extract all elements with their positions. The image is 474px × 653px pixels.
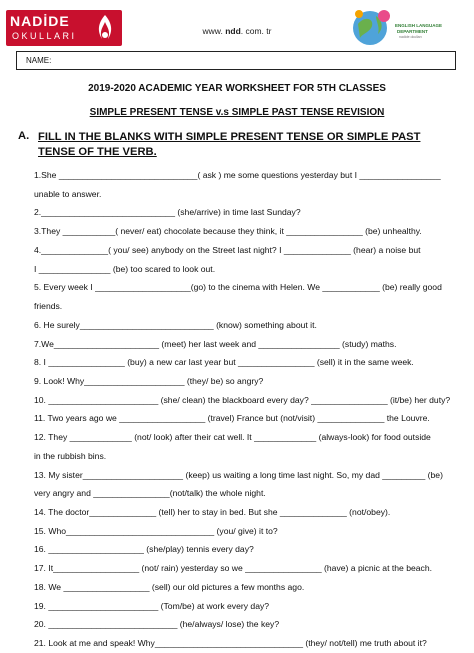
- exercise-line: 8. I ________________ (buy) a new car last year but ________________ (sell) it in the same week.: [34, 357, 414, 368]
- exercise-line: very angry and ________________(not/talk) the whole night.: [34, 488, 266, 499]
- exercise-line: unable to answer.: [34, 188, 102, 199]
- exercise-line: friends.: [34, 301, 63, 311]
- exercise-line: in the rubbish bins.: [34, 450, 107, 461]
- exercise-line: 10. _______________________ (she/ clean) the blackboard every day? ________________ (it/be) her duty?: [34, 394, 451, 405]
- exercise-line: 1.She _____________________________( ask ) me some questions yesterday but I _________________: [34, 170, 441, 180]
- exercise-line: 19. _______________________ (Tom/be) at work every day?: [34, 600, 270, 611]
- exercise-line: 6. He surely____________________________ (know) something about it.: [34, 319, 317, 330]
- name-label: NAME:: [26, 56, 52, 65]
- exercise-line: 15. Who_______________________________ (you/ give) it to?: [34, 525, 278, 536]
- exercise-line: 9. Look! Why_____________________ (they/ be) so angry?: [34, 375, 264, 386]
- exercise-line: 21. Look at me and speak! Why_______________________________ (they/ not/tell) me truth about it?: [34, 638, 427, 648]
- exercise-line: 14. The doctor______________ (tell) her to stay in bed. But she ______________ (not/obey).: [34, 507, 391, 517]
- exercise-line: 17. It__________________ (not/ rain) yesterday so we ________________ (have) a picnic at the beach.: [34, 563, 432, 574]
- exercise-line: 2.____________________________ (she/arrive) in time last Sunday?: [34, 207, 301, 218]
- exercise-line: 16. ____________________ (she/play) tennis every day?: [34, 544, 254, 555]
- exercise-line: 7.We______________________ (meet) her last week and _________________ (study) maths.: [34, 338, 397, 349]
- instruction-line-1: FILL IN THE BLANKS WITH SIMPLE PRESENT TENSE OR SIMPLE PAST: [38, 131, 421, 143]
- section-letter: A.: [18, 130, 30, 142]
- logo-title: NADİDE: [10, 13, 70, 29]
- exercise-line: I _______________ (be) too scared to look out.: [34, 263, 216, 274]
- english-department-logo-icon: [350, 8, 470, 48]
- worksheet-subtitle: SIMPLE PRESENT TENSE v.s SIMPLE PAST TENSE REVISION: [89, 107, 385, 118]
- exercise-line: 12. They _____________ (not/ look) after their cat well. It _____________ (always-look) for food outside: [34, 432, 431, 443]
- dept-line-1: ENGLISH LANGUAGE: [395, 23, 443, 28]
- logo-subtitle: OKULLARI: [12, 31, 77, 41]
- section-instruction: [38, 130, 458, 160]
- exercise-line: 3.They ___________( never/ eat) chocolate because they think, it ________________ (be) unhealthy.: [34, 226, 422, 237]
- exercise-line: 20. ___________________________ (he/always/ lose) the key?: [34, 619, 280, 630]
- exercise-line: 11. Two years ago we __________________ (travel) France but (not/visit) ______________ the Louvre.: [34, 413, 430, 424]
- exercise-line: 4.______________( you/ see) anybody on the Street last night? I ______________ (hear) a noise but: [34, 244, 421, 255]
- dept-line-3: nadide okulları: [399, 35, 422, 39]
- exercise-line: 18. We __________________ (sell) our old pictures a few months ago.: [34, 581, 305, 592]
- exercise-line: 5. Every week I ____________________(go) to the cinema with Helen. We ____________ (be) really good: [34, 282, 442, 293]
- exercise-line: 13. My sister_____________________ (keep) us waiting a long time last night. So, my dad _________ (be): [34, 469, 443, 480]
- worksheet-title: 2019-2020 ACADEMIC YEAR WORKSHEET FOR 5TH CLASSES: [88, 83, 386, 94]
- name-field[interactable]: [16, 51, 456, 70]
- instruction-line-2: TENSE OF THE VERB.: [38, 146, 157, 158]
- website-url: www. ndd. com. tr: [202, 26, 272, 36]
- dept-line-2: DEPARTMENT: [397, 29, 428, 34]
